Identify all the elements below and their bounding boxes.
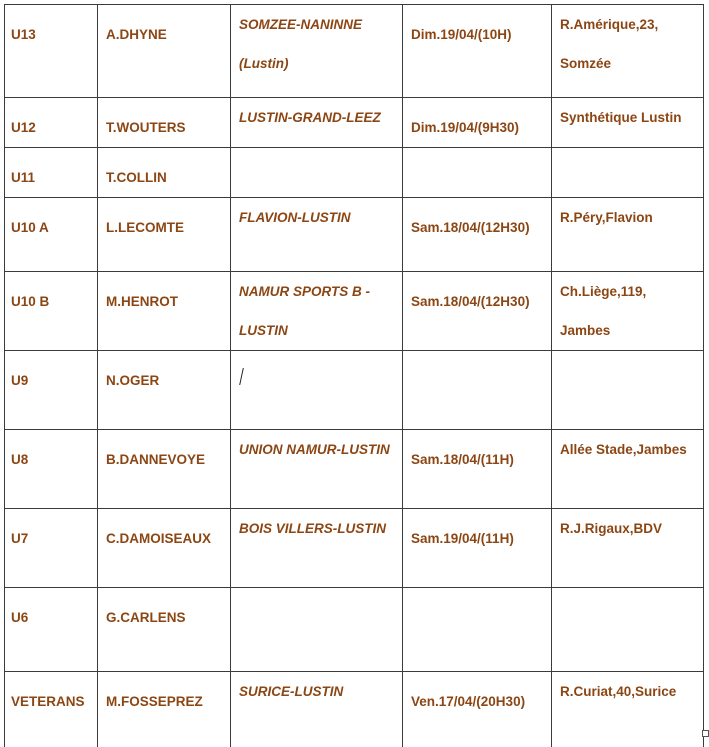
match-cell[interactable] <box>231 272 403 351</box>
coach-cell[interactable]: G.CARLENS <box>98 588 231 672</box>
schedule-rows <box>5 5 704 747</box>
table-resize-handle[interactable] <box>702 730 709 737</box>
match-line: NAMUR SPORTS B - <box>239 284 371 299</box>
place-cell[interactable] <box>552 148 704 198</box>
table-row <box>5 509 704 588</box>
place-cell[interactable] <box>552 5 704 98</box>
place-cell[interactable] <box>552 430 704 509</box>
category-cell[interactable]: U7 <box>5 509 98 588</box>
match-cell[interactable] <box>231 430 403 509</box>
date-cell[interactable]: Sam.18/04/(11H) <box>403 430 552 509</box>
place-cell[interactable] <box>552 272 704 351</box>
date-cell[interactable]: Dim.19/04/(9H30) <box>403 98 552 148</box>
match-line: LUSTIN <box>239 323 288 338</box>
match-cell[interactable] <box>231 198 403 272</box>
place-line: R.Péry,Flavion <box>560 210 653 225</box>
category-cell[interactable]: U11 <box>5 148 98 198</box>
table-row <box>5 272 704 351</box>
match-line: BOIS VILLERS-LUSTIN <box>239 521 387 536</box>
match-cell[interactable] <box>231 148 403 198</box>
category-cell[interactable]: U9 <box>5 351 98 430</box>
category-cell[interactable]: U6 <box>5 588 98 672</box>
category-cell[interactable]: U8 <box>5 430 98 509</box>
match-line: SURICE-LUSTIN <box>239 684 344 699</box>
category-cell[interactable]: VETERANS <box>5 672 98 747</box>
place-line: R.J.Rigaux,BDV <box>560 521 663 536</box>
table-row <box>5 672 704 747</box>
category-cell[interactable]: U10 A <box>5 198 98 272</box>
date-cell[interactable] <box>403 588 552 672</box>
coach-cell[interactable]: L.LECOMTE <box>98 198 231 272</box>
coach-cell[interactable]: M.HENROT <box>98 272 231 351</box>
place-cell[interactable] <box>552 198 704 272</box>
date-cell[interactable] <box>403 148 552 198</box>
match-cell[interactable] <box>231 672 403 747</box>
match-line: (Lustin) <box>239 56 289 71</box>
category-cell[interactable]: U10 B <box>5 272 98 351</box>
place-line: Synthétique Lustin <box>560 110 682 125</box>
match-cell[interactable] <box>231 98 403 148</box>
place-line: R.Amérique,23, <box>560 17 659 32</box>
place-cell[interactable] <box>552 588 704 672</box>
coach-cell[interactable]: M.FOSSEPREZ <box>98 672 231 747</box>
table-row <box>5 198 704 272</box>
table-row <box>5 98 704 148</box>
match-line: SOMZEE-NANINNE <box>239 17 363 32</box>
table-row <box>5 148 704 198</box>
text-cursor-icon <box>239 368 244 385</box>
category-cell[interactable]: U12 <box>5 98 98 148</box>
date-cell[interactable] <box>403 351 552 430</box>
place-line: Allée Stade,Jambes <box>560 442 687 457</box>
coach-cell[interactable]: N.OGER <box>98 351 231 430</box>
place-cell[interactable] <box>552 351 704 430</box>
place-line: Somzée <box>560 56 612 71</box>
place-cell[interactable] <box>552 509 704 588</box>
place-cell[interactable] <box>552 672 704 747</box>
table-row <box>5 588 704 672</box>
date-cell[interactable]: Sam.18/04/(12H30) <box>403 272 552 351</box>
coach-cell[interactable]: T.COLLIN <box>98 148 231 198</box>
place-line: R.Curiat,40,Surice <box>560 684 677 699</box>
match-cell[interactable] <box>231 351 403 430</box>
match-line: FLAVION-LUSTIN <box>239 210 351 225</box>
table-row <box>5 430 704 509</box>
date-cell[interactable]: Ven.17/04/(20H30) <box>403 672 552 747</box>
match-cell[interactable] <box>231 5 403 98</box>
match-line: LUSTIN-GRAND-LEEZ <box>239 110 381 125</box>
schedule-table <box>4 4 704 747</box>
coach-cell[interactable]: C.DAMOISEAUX <box>98 509 231 588</box>
match-line: UNION NAMUR-LUSTIN <box>239 442 390 457</box>
category-cell[interactable]: U13 <box>5 5 98 98</box>
match-cell[interactable] <box>231 509 403 588</box>
coach-cell[interactable]: B.DANNEVOYE <box>98 430 231 509</box>
date-cell[interactable]: Sam.18/04/(12H30) <box>403 198 552 272</box>
match-cell[interactable] <box>231 588 403 672</box>
table-row <box>5 351 704 430</box>
coach-cell[interactable]: T.WOUTERS <box>98 98 231 148</box>
place-line: Jambes <box>560 323 611 338</box>
table-row <box>5 5 704 98</box>
coach-cell[interactable]: A.DHYNE <box>98 5 231 98</box>
date-cell[interactable]: Sam.19/04/(11H) <box>403 509 552 588</box>
date-cell[interactable]: Dim.19/04/(10H) <box>403 5 552 98</box>
place-cell[interactable] <box>552 98 704 148</box>
place-line: Ch.Liège,119, <box>560 284 647 299</box>
